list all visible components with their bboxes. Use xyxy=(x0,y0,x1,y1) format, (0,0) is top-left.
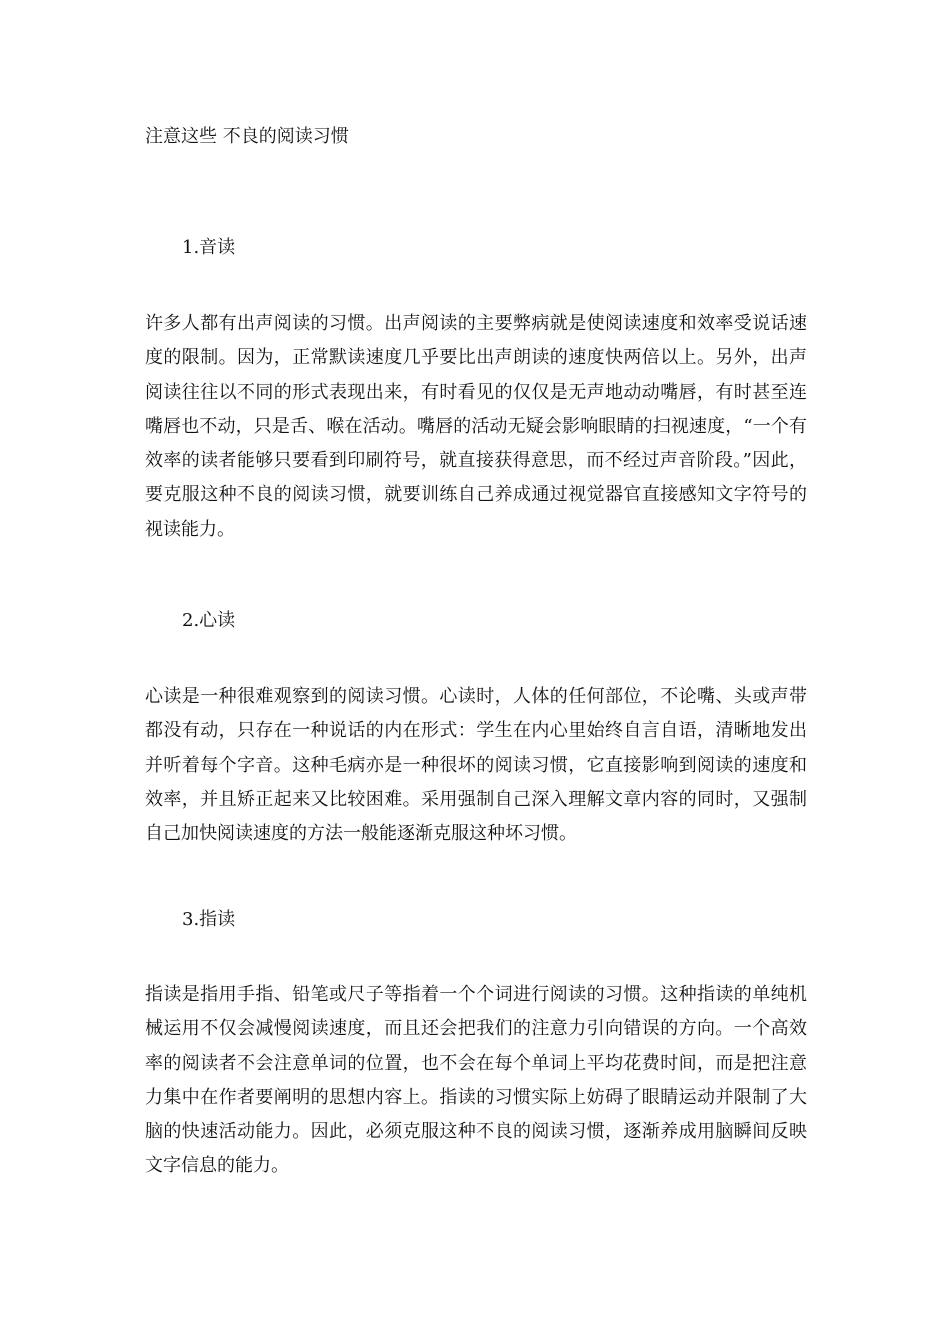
section-heading-3: 3.指读 xyxy=(182,909,236,930)
section-heading-1: 1.音读 xyxy=(182,237,236,258)
section-body-3: 指读是指用手指、铅笔或尺子等指着一个个词进行阅读的习惯。这种指读的单纯机械运用不仅会减慢阅读速度，而且还会把我们的注意力引向错误的方向。一个高效率的阅读者不会注意单词的位置，也不会在每个单词上平均花费时间，而是把注意力集中在作者要阐明的思想内容上。指读的习惯实际上妨碍了眼睛运动并限制了大脑的快速活动能力。因此，必须克服这种不良的阅读习惯，逐渐养成用脑瞬间反映文字信息的能力。 xyxy=(145,984,807,1177)
section-body-1: 许多人都有出声阅读的习惯。出声阅读的主要弊病就是使阅读速度和效率受说话速度的限制。因为，正常默读速度几乎要比出声朗读的速度快两倍以上。另外，出声阅读往往以不同的形式表现出来，有时看见的仅仅是无声地动动嘴唇，有时甚至连嘴唇也不动，只是舌、喉在活动。嘴唇的活动无疑会影响眼睛的扫视速度，“一个有效率的读者能够只要看到印刷符号，就直接获得意思，而不经过声音阶段。”因此，要克服这种不良的阅读习惯，就要训练自己养成通过视觉器官直接感知文字符号的视读能力。 xyxy=(145,313,807,540)
document-title: 注意这些 不良的阅读习惯 xyxy=(145,126,349,147)
section-body-2: 心读是一种很难观察到的阅读习惯。心读时，人体的任何部位，不论嘴、头或声带都没有动，只存在一种说话的内在形式：学生在内心里始终自言自语，清晰地发出并听着每个字音。这种毛病亦是一种很坏的阅读习惯，它直接影响到阅读的速度和效率，并且矫正起来又比较困难。采用强制自己深入理解文章内容的同时，又强制自己加快阅读速度的方法一般能逐渐克服这种坏习惯。 xyxy=(145,686,807,845)
section-heading-2: 2.心读 xyxy=(182,610,236,631)
